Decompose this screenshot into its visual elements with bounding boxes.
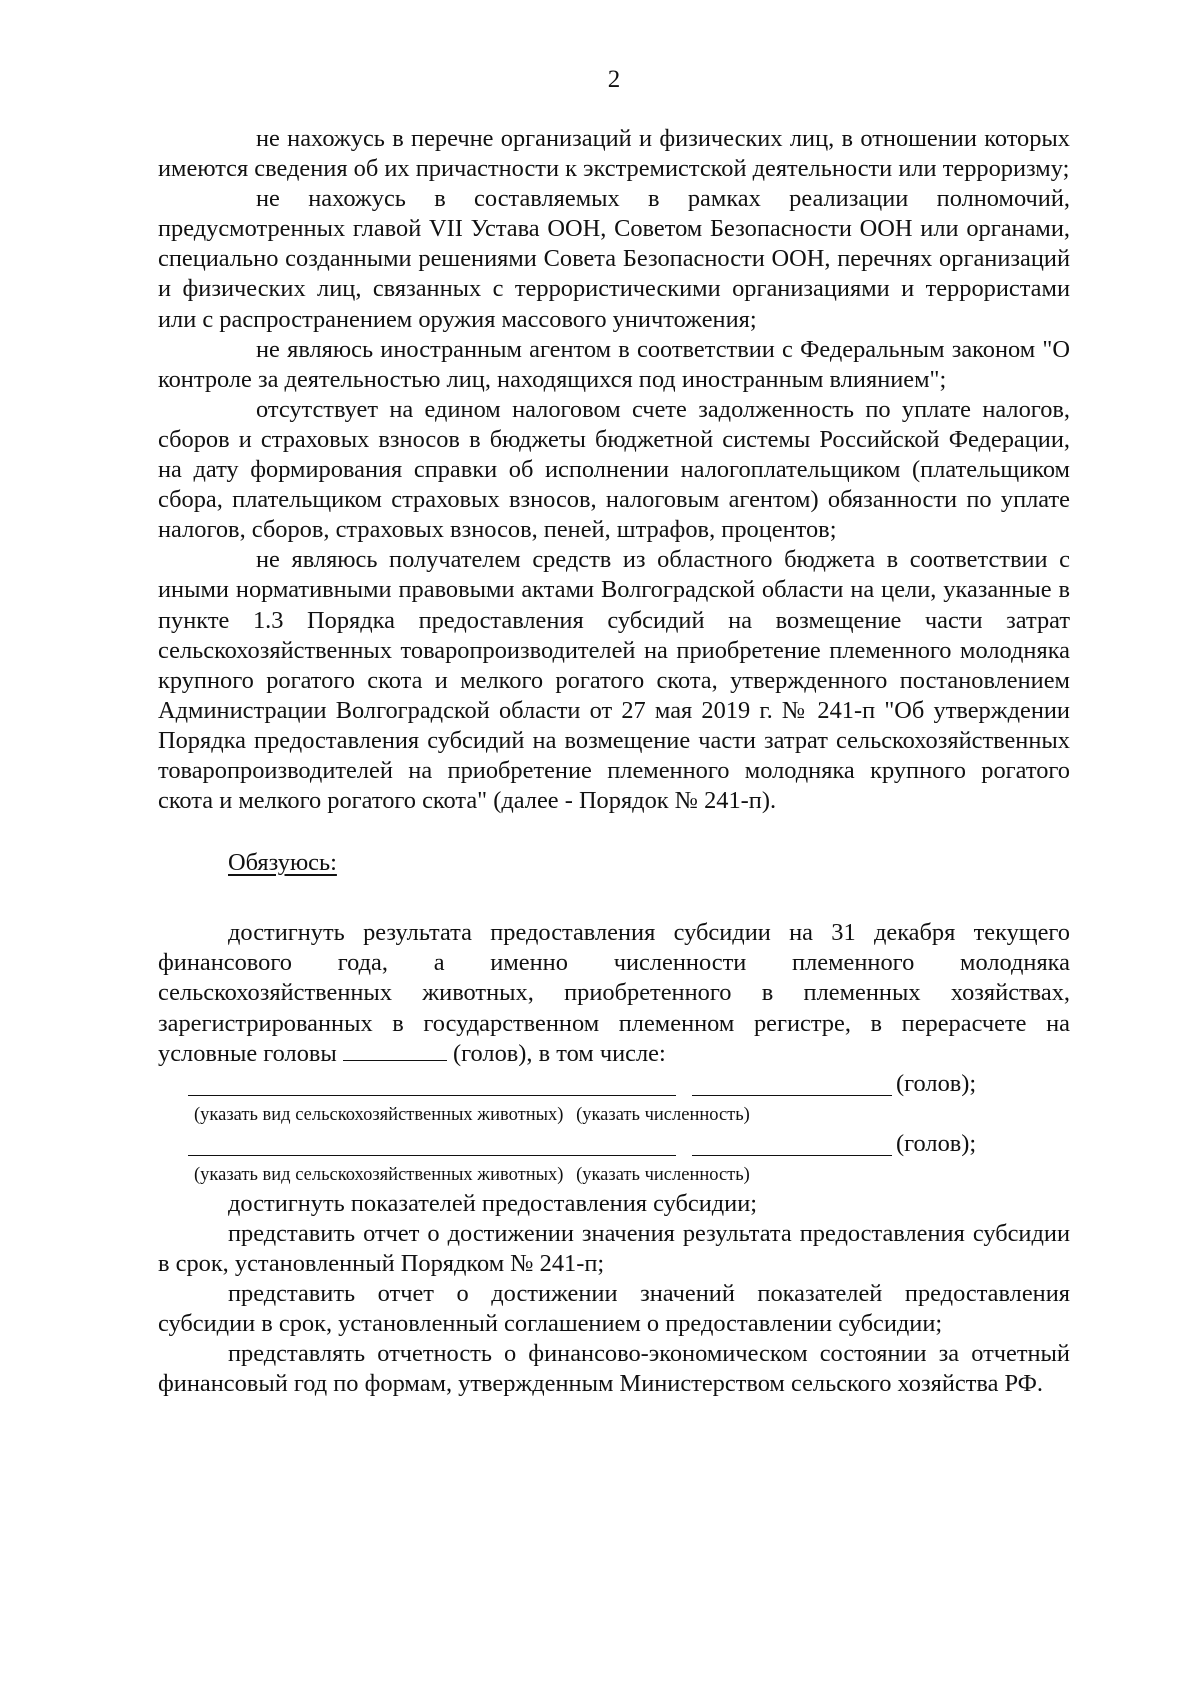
paragraph-indicators: достигнуть показателей предоставления субсидии;	[228, 1189, 758, 1217]
hint-animal-count-2: (указать численность)	[576, 1164, 750, 1185]
hint-row-1	[158, 1102, 1070, 1129]
obligations-heading: Обязуюсь:	[228, 849, 337, 877]
hint-animal-kind-1: (указать вид сельскохозяйственных животных)	[194, 1104, 564, 1125]
paragraph-result	[158, 918, 1070, 1068]
unit-label-1: (голов);	[896, 1069, 977, 1097]
unit-label-2: (голов);	[896, 1129, 977, 1157]
paragraph-regional-budget: не являюсь получателем средств из областного бюджета в соответствии с иными нормативными правовыми актами Волгоградской области на цели, указанные в пункте 1.3 Порядка предоставления субсидий на возмещение части затрат сельскохозяйственных товаропроизводителей на приобретение племенного молодняка крупного рогатого скота и мелкого рогатого скота, утвержденного постановлением Администрации Волгоградской области от 27 мая 2019 г. № 241-п "Об утверждении Порядка предоставления субсидий на возмещение части затрат сельскохозяйственных товаропроизводителей на приобретение племенного молодняка крупного рогатого скота и мелкого рогатого скота" (далее - Порядок № 241-п).	[158, 546, 1070, 815]
paragraph-result-report: представить отчет о достижении значения результата предоставления субсидии в срок, установленный Порядком № 241-п;	[158, 1219, 1070, 1277]
animal-kind-blank-1	[188, 1095, 676, 1096]
paragraph-extremism: не нахожусь в перечне организаций и физических лиц, в отношении которых имеются сведения об их причастности к экстремистской деятельности или терроризму;	[158, 125, 1070, 183]
hint-row-2	[158, 1162, 1070, 1189]
animal-count-blank-1	[692, 1095, 892, 1096]
animal-kind-blank-2	[188, 1155, 676, 1156]
paragraph-tax-debt: отсутствует на едином налоговом счете задолженность по уплате налогов, сборов и страховых взносов в бюджеты бюджетной системы Российской Федерации, на дату формирования справки об исполнении налогоплательщиком (плательщиком сбора, плательщиком страховых взносов, налоговым агентом) обязанности по уплате налогов, сборов, страховых взносов, пеней, штрафов, процентов;	[158, 395, 1070, 544]
animal-count-blank-2	[692, 1155, 892, 1156]
result-text-after: (голов), в том числе:	[446, 1039, 666, 1067]
result-text-before: достигнуть результата предоставления субсидии на 31 декабря текущего финансового года, а именно численности племенного молодняка сельскохозяйственных животных, приобретенного в племенных хозяйствах, зарегистрированных в государственном племенном регистре, в перерасчете на условные головы	[158, 919, 1070, 1067]
paragraph-un-sanctions: не нахожусь в составляемых в рамках реализации полномочий, предусмотренных главой VII Устава ООН, Советом Безопасности ООН или органами, специально созданными решениями Совета Безопасности ООН, перечнях организаций и физических лиц, связанных с террористическими организациями и террористами или с распространением оружия массового уничтожения;	[158, 185, 1070, 333]
heads-count-blank	[343, 1040, 447, 1061]
page-number: 2	[607, 66, 621, 93]
paragraph-financial-reporting: представлять отчетность о финансово-экономическом состоянии за отчетный финансовый год по формам, утвержденным Министерством сельского хозяйства РФ.	[158, 1340, 1070, 1398]
fill-row-2	[158, 1129, 1070, 1162]
fill-row-1	[158, 1069, 1070, 1102]
paragraph-indicators-report: представить отчет о достижении значений показателей предоставления субсидии в срок, установленный соглашением о предоставлении субсидии;	[158, 1280, 1070, 1338]
hint-animal-kind-2: (указать вид сельскохозяйственных животных)	[194, 1164, 564, 1185]
paragraph-foreign-agent: не являюсь иностранным агентом в соответствии с Федеральным законом "О контроле за деятельностью лиц, находящихся под иностранным влиянием";	[158, 335, 1070, 393]
hint-animal-count-1: (указать численность)	[576, 1104, 750, 1125]
document-body	[158, 124, 1070, 1399]
